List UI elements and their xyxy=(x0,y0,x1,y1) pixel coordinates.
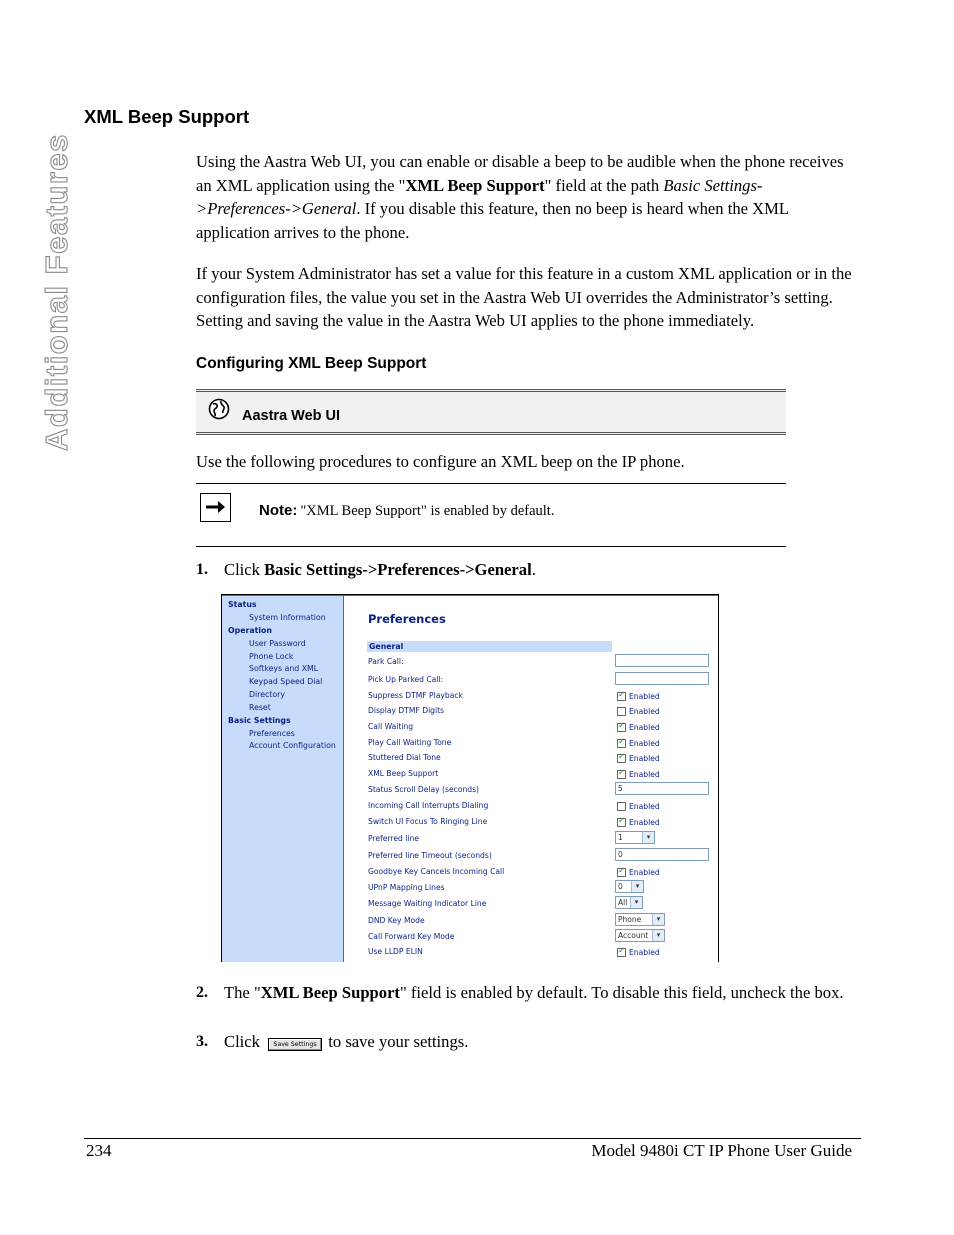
text-input[interactable]: 0 xyxy=(615,848,709,861)
preferences-title: Preferences xyxy=(368,612,446,626)
subsection-heading: Configuring XML Beep Support xyxy=(196,355,427,372)
chevron-down-icon[interactable]: ▾ xyxy=(631,881,643,892)
enabled-checkbox[interactable] xyxy=(617,948,626,957)
step-number: 1. xyxy=(196,561,208,578)
web-ui-screenshot xyxy=(221,594,719,962)
pref-row-label: Message Waiting Indicator Line xyxy=(368,899,487,908)
note-top-rule xyxy=(196,483,786,484)
checkbox-label: Enabled xyxy=(629,754,660,763)
pref-row-label: DND Key Mode xyxy=(368,916,425,925)
enabled-checkbox[interactable] xyxy=(617,692,626,701)
pref-row-label: UPnP Mapping Lines xyxy=(368,883,445,892)
enabled-checkbox[interactable] xyxy=(617,770,626,779)
web-ui-nav xyxy=(222,595,344,962)
enabled-checkbox[interactable] xyxy=(617,754,626,763)
nav-item[interactable]: Phone Lock xyxy=(249,652,294,661)
nav-item[interactable]: User Password xyxy=(249,639,306,648)
step-text: Click to save your settings. xyxy=(224,1032,469,1051)
checkbox-label: Enabled xyxy=(629,802,660,811)
dropdown-value: 0 xyxy=(618,882,623,891)
pref-row-label: Use LLDP ELIN xyxy=(368,947,423,956)
page-number: 234 xyxy=(86,1141,112,1160)
note-bottom-rule xyxy=(196,546,786,547)
nav-item[interactable]: Directory xyxy=(249,690,285,699)
pref-row-label: Display DTMF Digits xyxy=(368,706,445,715)
pref-row-label: Incoming Call Interrupts Dialing xyxy=(368,801,489,810)
pref-row-label: Goodbye Key Cancels Incoming Call xyxy=(368,867,505,876)
pref-row-label: XML Beep Support xyxy=(368,769,439,778)
checkbox-label: Enabled xyxy=(629,868,660,877)
globe-icon xyxy=(208,398,230,425)
enabled-checkbox[interactable] xyxy=(617,739,626,748)
chevron-down-icon[interactable]: ▾ xyxy=(642,832,654,843)
step-number: 3. xyxy=(196,1033,208,1050)
nav-item[interactable]: Account Configuration xyxy=(249,741,336,750)
step-number: 2. xyxy=(196,984,208,1001)
nav-section[interactable]: Basic Settings xyxy=(228,716,291,725)
pref-row-label: Park Call: xyxy=(368,657,404,666)
pref-row-label: Preferred line Timeout (seconds) xyxy=(368,851,492,860)
checkbox-label: Enabled xyxy=(629,739,660,748)
dropdown-value: All xyxy=(618,898,628,907)
nav-item[interactable]: Preferences xyxy=(249,729,295,738)
step-text: The "XML Beep Support" field is enabled by default. To disable this field, uncheck the box. xyxy=(224,983,844,1002)
checkbox-label: Enabled xyxy=(629,948,660,957)
nav-item[interactable]: Keypad Speed Dial xyxy=(249,677,323,686)
dropdown-select[interactable] xyxy=(615,831,655,844)
enabled-checkbox[interactable] xyxy=(617,818,626,827)
pref-row-label: Preferred line xyxy=(368,834,419,843)
save-settings-button[interactable]: Save Settings xyxy=(268,1038,322,1051)
chevron-down-icon[interactable]: ▾ xyxy=(652,914,664,925)
checkbox-label: Enabled xyxy=(629,707,660,716)
footer-rule xyxy=(84,1138,861,1139)
enabled-checkbox[interactable] xyxy=(617,868,626,877)
section-heading: XML Beep Support xyxy=(84,106,250,127)
guide-title: Model 9480i CT IP Phone User Guide xyxy=(591,1141,852,1160)
enabled-checkbox[interactable] xyxy=(617,802,626,811)
checkbox-label: Enabled xyxy=(629,770,660,779)
nav-item[interactable]: System Information xyxy=(249,613,326,622)
dropdown-value: 1 xyxy=(618,833,623,842)
dropdown-select[interactable] xyxy=(615,880,644,893)
pref-row-label: Stuttered Dial Tone xyxy=(368,753,441,762)
enabled-checkbox[interactable] xyxy=(617,707,626,716)
nav-item[interactable]: Reset xyxy=(249,703,271,712)
dropdown-select[interactable] xyxy=(615,913,665,926)
step-text: Click Basic Settings->Preferences->General. xyxy=(224,560,536,579)
dropdown-select[interactable] xyxy=(615,929,665,942)
text-input[interactable] xyxy=(615,672,709,685)
pref-row-label: Call Waiting xyxy=(368,722,414,731)
procedure-intro: Use the following procedures to configure an XML beep on the IP phone. xyxy=(196,452,685,471)
nav-item[interactable]: Softkeys and XML xyxy=(249,664,319,673)
chevron-down-icon[interactable]: ▾ xyxy=(630,897,642,908)
arrow-right-icon xyxy=(200,493,231,522)
text-input[interactable]: 5 xyxy=(615,782,709,795)
dropdown-select[interactable] xyxy=(615,896,643,909)
preferences-pane xyxy=(344,595,718,962)
side-title-text: Additional Features xyxy=(39,133,74,451)
enabled-checkbox[interactable] xyxy=(617,723,626,732)
pref-row-label: Pick Up Parked Call: xyxy=(368,675,444,684)
general-group-header: General xyxy=(367,641,612,652)
intro-paragraph: Using the Aastra Web UI, you can enable or disable a beep to be audible when the phone receives an XML application using the "XML Beep Support" field at the path Basic Settings->Preferences->General. If you disable this feature, then no beep is heard when the XML application arrives to the phone. xyxy=(196,152,844,242)
pref-row-label: Call Forward Key Mode xyxy=(368,932,455,941)
nav-section[interactable]: Operation xyxy=(228,626,272,635)
pref-row-label: Status Scroll Delay (seconds) xyxy=(368,785,479,794)
checkbox-label: Enabled xyxy=(629,818,660,827)
nav-section[interactable]: Status xyxy=(228,600,257,609)
web-ui-label: Aastra Web UI xyxy=(242,408,341,424)
checkbox-label: Enabled xyxy=(629,692,660,701)
pref-row-label: Suppress DTMF Playback xyxy=(368,691,463,700)
admin-paragraph: If your System Administrator has set a value for this feature in a custom XML application or in the configuration files, the value you set in the Aastra Web UI overrides the Administrator’s setting. Setting and saving the value in the Aastra Web UI applies to the phone immediately. xyxy=(196,264,852,330)
text-input[interactable] xyxy=(615,654,709,667)
dropdown-value: Phone xyxy=(618,915,642,924)
side-section-title xyxy=(36,108,76,453)
note-text: Note: "XML Beep Support" is enabled by default. xyxy=(259,502,555,519)
chevron-down-icon[interactable]: ▾ xyxy=(652,930,664,941)
dropdown-value: Account xyxy=(618,931,649,940)
pref-row-label: Play Call Waiting Tone xyxy=(368,738,452,747)
checkbox-label: Enabled xyxy=(629,723,660,732)
pref-row-label: Switch UI Focus To Ringing Line xyxy=(368,817,488,826)
